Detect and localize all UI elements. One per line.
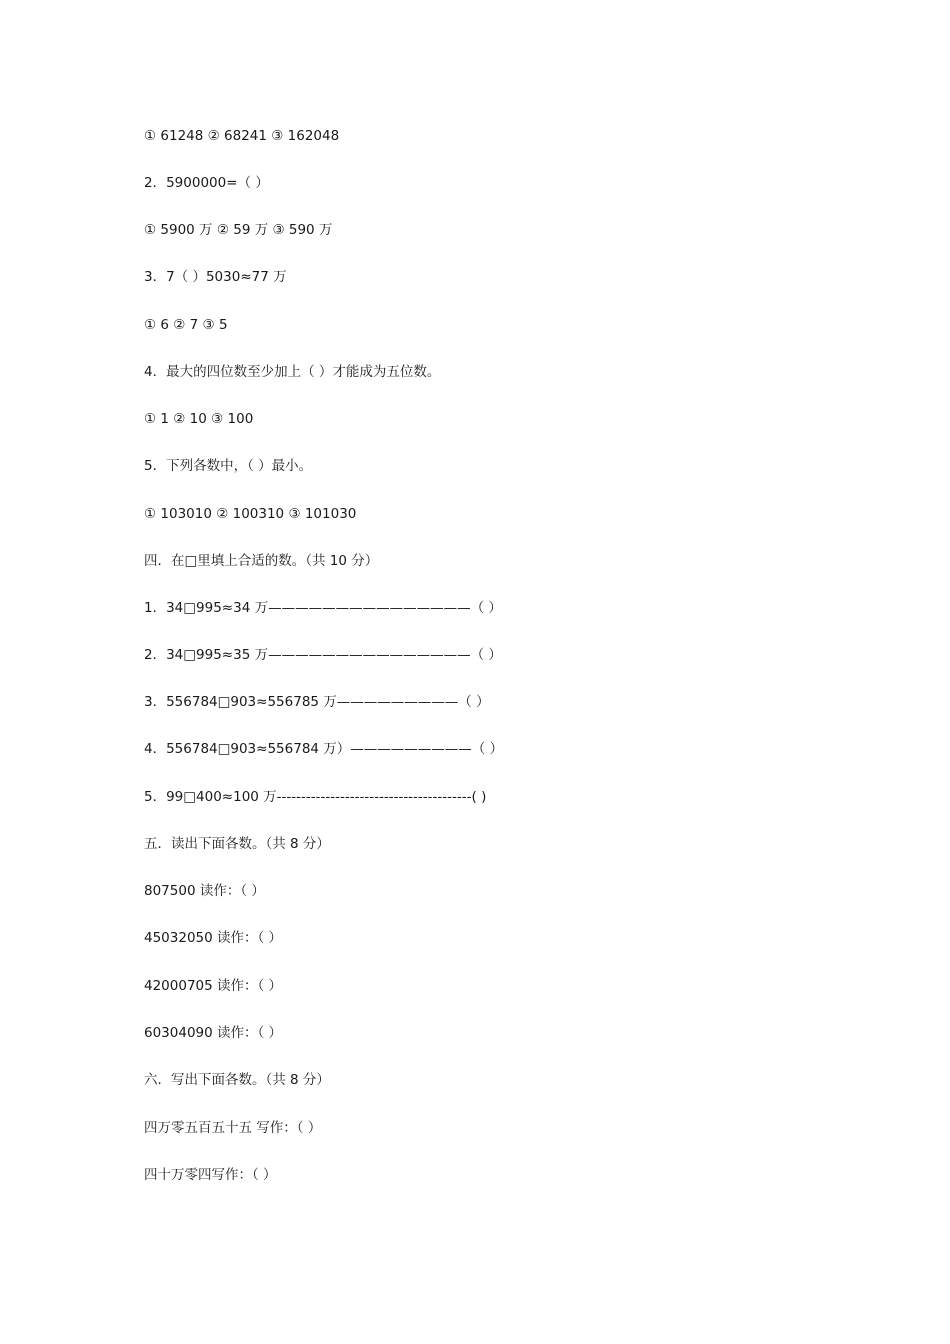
- q3-4-options: ① 1 ② 10 ③ 100: [144, 411, 254, 427]
- q3-1-options: ① 61248 ② 68241 ③ 162048: [144, 128, 340, 144]
- q4-5: 5．99□400≈100 万----------------------------------------( ): [144, 789, 487, 805]
- section-6-heading: 六．写出下面各数。（共 8 分）: [144, 1072, 330, 1088]
- q4-1: 1．34□995≈34 万———————————————（ ）: [144, 600, 502, 616]
- q5-3: 42000705 读作：（ ）: [144, 978, 283, 994]
- section-4-heading: 四．在□里填上合适的数。（共 10 分）: [144, 553, 379, 569]
- q3-3-question: 3．7（ ）5030≈77 万: [144, 269, 287, 285]
- q3-5-options: ① 103010 ② 100310 ③ 101030: [144, 506, 357, 522]
- q3-3-options: ① 6 ② 7 ③ 5: [144, 317, 228, 333]
- section-5-heading: 五．读出下面各数。（共 8 分）: [144, 836, 330, 852]
- q3-4-question: 4．最大的四位数至少加上（ ）才能成为五位数。: [144, 364, 441, 380]
- q3-2-options: ① 5900 万 ② 59 万 ③ 590 万: [144, 222, 333, 238]
- q5-2: 45032050 读作：（ ）: [144, 930, 283, 946]
- q6-1: 四万零五百五十五 写作：（ ）: [144, 1120, 322, 1136]
- q5-1: 807500 读作：（ ）: [144, 883, 265, 899]
- q3-2-question: 2．5900000=（ ）: [144, 175, 269, 191]
- q4-3: 3．556784□903≈556785 万—————————（ ）: [144, 694, 490, 710]
- q4-2: 2．34□995≈35 万———————————————（ ）: [144, 647, 502, 663]
- q3-5-question: 5．下列各数中，（ ）最小。: [144, 458, 313, 474]
- q6-2: 四十万零四写作：（ ）: [144, 1167, 277, 1183]
- q5-4: 60304090 读作：（ ）: [144, 1025, 283, 1041]
- q4-4: 4．556784□903≈556784 万）—————————（ ）: [144, 741, 504, 757]
